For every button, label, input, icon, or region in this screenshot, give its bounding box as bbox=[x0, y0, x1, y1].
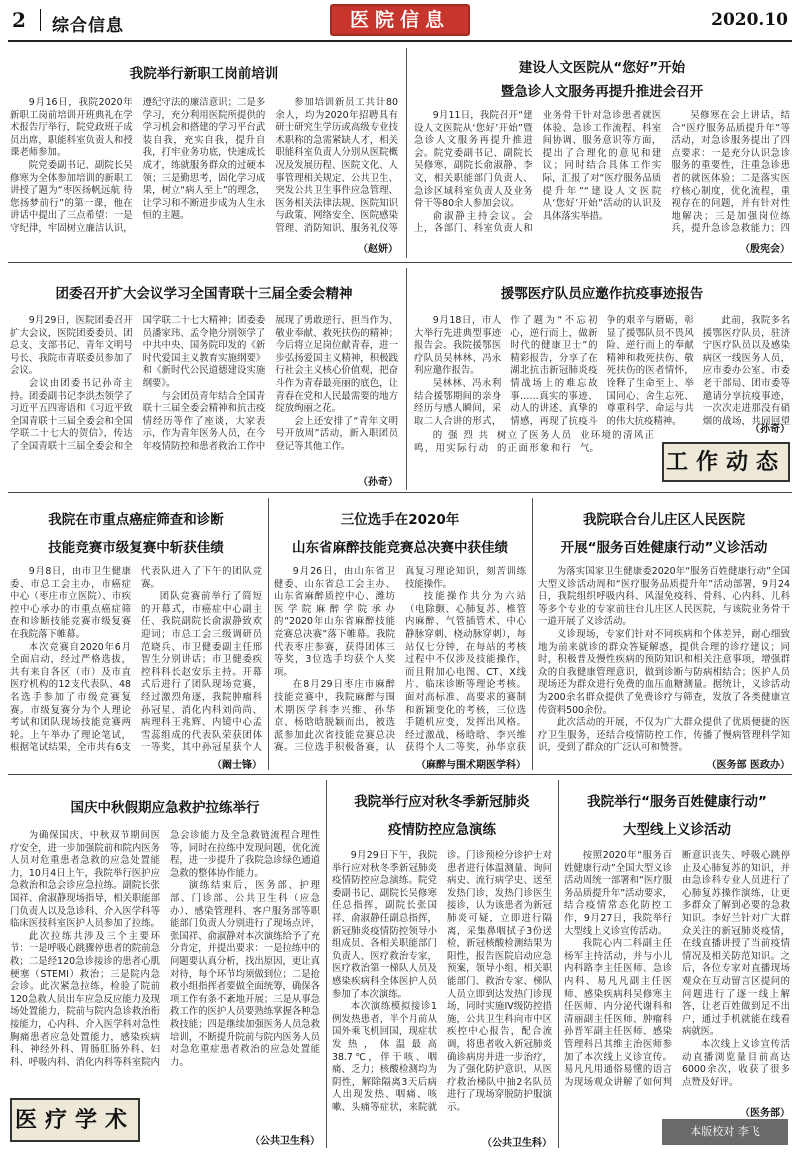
row-divider bbox=[8, 492, 792, 493]
article-subtitle: 大型线上义诊活动 bbox=[623, 822, 731, 838]
article-title: 援鄂医疗队员应邀作抗疫事迹报告 bbox=[500, 286, 704, 302]
row-divider bbox=[8, 262, 792, 263]
column-divider bbox=[326, 780, 327, 1148]
article-body: 9月8日，由市卫生健康委、市总工会主办，市癌症中心（枣庄市立医院）、市疾控中心承办的市重点癌症筛查和诊断技能竞赛市级复赛在我院落下帷幕。 本次竞赛自2020年6月全面启动，经过严格选拔，共有来自各区（市）及市直医疗机构的12支代表队、48名选手参加了市级竞赛复赛。市级复赛分为个人理论考试和团队现场技能竞赛两轮。上午举办了理论笔试，根据笔试结果，全市共有6支代表队进入了下午的团队竞赛。 团队竞赛前举行了简短的开幕式，市癌症中心副主任、我院副院长俞淑静致欢迎词；市总工会三级调研员范晓兵、市卫健委副主任邢智生分别讲话；市卫健委疾控科科长赵安乐主持。开幕式后进行了团队现场竞赛，经过激烈角逐，我院肿瘤科孙冠星、消化内科刘尚尚、病理科王兆辉、内镜中心孟雪蕊组成的代表队荣获团体一等奖，其中孙冠星获个人 bbox=[10, 566, 262, 754]
column-divider bbox=[532, 498, 533, 770]
article-subtitle: 开展“服务百姓健康行动”义诊活动 bbox=[560, 540, 768, 556]
article-subtitle: 山东省麻醉技能竞赛总决赛中获佳绩 bbox=[292, 540, 508, 556]
row-divider bbox=[8, 774, 792, 775]
article-body: 9月16日，我院2020年新职工岗前培训开班典礼在学术报告厅举行，院党政班子成员出席，职能科室负责人和授课老师参加。 院党委副书记、副院长吴修寒为全体参加培训的新职工讲授了题为“枣医扬帆远航 待您扬梦前行”的第一课，他在讲话中提出了三点希望：一是守纪律，牢固树立廉洁认识，遵纪守法的廉洁意识；二是多学习，充分利用医院所提供的学习机会和搭建的学习平台武装自我，充实自我，提升自我，打牢业务功底，快速成长成才，练就服务群众的过硬本领；三是勤思考，固化学习成果，树立“病人至上”的理念，让学习和不断进步成为人生永恒的主题。 参加培训新员工共计80余人，均为2020年招聘具有研士研究生学历或高级专业技术职称的急需紧缺人才，相关职能科室负责人分别从医院概况及发展历程、医院文化、人事管理相关规定、公共卫生、突发公共卫生事件应急管理、医务相关法律法规、医院知识与政策、网络安全、医院感染管理、消防知识、服务礼仪等 bbox=[10, 97, 398, 234]
article-title: 建设人文医院从“您好”开始 bbox=[518, 60, 686, 76]
article-title: 我院联合台儿庄区人民医院 bbox=[583, 512, 745, 528]
article-title: 我院在市重点癌症筛查和诊断 bbox=[48, 512, 224, 528]
article-body: 9月29日下午，我院举行应对秋冬季新冠肺炎疫情防控应急演练。院党委副书记、副院长吴修寒任总指挥，副院长张国祥、俞淑静任副总指挥，新冠肺炎疫情防控领导小组成员、各相关职能部门负责人、医疗救治专家，医疗救治第一梯队人员及感染疾病科全体医护人员参加了本次演练。 本次演练模拟接诊1例发热患者，半个月前从国外乘飞机回国，现症状发热，体温最高38.7℃，伴干咳、咽痛、乏力；核酸检测均为阴性，解除隔离3天后病人出现发热、咽痛、咳嗽、头痛等症状，来院就诊。门诊预检分诊护士对患者进行体温测量、询问病史、流行病学史、送至发热门诊，发热门诊医生接诊，认为该患者为新冠肺炎可疑，立即进行隔离，采集鼻咽拭子3份送检，新冠核酸检测结果为阳性，报告医院启动应急预案，领导小组、相关职能部门、救治专家、梯队人员立即到达发热门诊现场，同时实施IV级防控措施，公共卫生科向市中区疾控中心报告，配合流调，将患者收入新冠肺炎确诊病房并进一步治疗，为了强化防护意识，从医疗救治梯队中抽2名队员进行了现场穿脱防护服演示。 bbox=[332, 850, 552, 1113]
article-body: 为落实国家卫生健康委2020年“服务百姓健康行动”全国大型义诊活动周和“医疗服务品质提升年”活动部署，9月24日，我院组织呼吸内科、风湿免疫科、骨科、心内科、儿科等多个专业的专家前往台儿庄区人民医院，与该院业务骨干一道开展了义诊活动。 义诊现场，专家们针对不同疾病和个体差异，耐心细致地为前来就诊的群众答疑解惑，提供合理的诊疗建议；同时，积极普及慢性疾病的预防知识和相关注意事项，增强群众的自我健康管理意识，做到诊断与防病相结合；医护人员现场还为群众进行免费的血压血糖测量。据统计，义诊活动为200余名群众提供了免费诊疗与筛查，发放了各类健康宣传资料500余份。 此次活动的开展，不仅为广大群众提供了优质便捷的医疗卫生服务，还结合疫情防控工作，传播了慢病管理科学知识，受到了群众的广泛认可和赞誉。 bbox=[538, 566, 790, 754]
article-author: （孙奇） bbox=[358, 477, 398, 488]
article-title: 我院举行新职工岗前培训 bbox=[129, 66, 279, 82]
article-body: 9月18日，市人大举行先进典型事迹报告会。我院援鄂医疗队员吴林林、冯永利应邀作报告。 吴林林、冯永利结合援鄂期间的亲身经历与感人瞬间，采取二人合讲的形式，作了题为“不忘初心，逆行而上，做新时代的健康卫士”的精彩报告，分享了在湖北抗击新冠肺炎疫情战场上的难忘故事……真实的事迹、动人的讲述、真挚的情感，再现了抗疫斗争的艰辛与磨砺，彰显了援鄂队员不畏风险、逆行而上的奉献精神和救死扶伤、敬死扶伤的医者情怀，诠释了生命至上、举国同心、舍生忘死、尊重科学、命运与共的伟大抗疫精神。 此前，我院多名援鄂医疗队员，驻济宁医疗队员以及感染病区一线医务人员，应市委办公室、市委老干部局、团市委等邀请分享抗疫事迹，一次次走进那没有硝烟的战场，共同回望 bbox=[414, 315, 790, 427]
article-title: 我院举行应对秋冬季新冠肺炎 bbox=[354, 794, 530, 810]
issue-date: 2020.10 bbox=[711, 10, 788, 30]
work-dynamics-badge: 工作动态 bbox=[662, 442, 790, 482]
proofreader-credit: 本版校对 李飞 bbox=[662, 1119, 788, 1145]
header-separator bbox=[40, 9, 41, 31]
section-title: 综合信息 bbox=[52, 16, 124, 36]
article-author: （公共卫生科） bbox=[482, 1138, 552, 1149]
article-title: 三位选手在2020年 bbox=[340, 512, 460, 528]
page-number: 2 bbox=[12, 8, 26, 32]
article-author: （麻醉与围术期医学科） bbox=[416, 760, 526, 771]
article-author: （医务部 医政办） bbox=[706, 760, 790, 771]
article-title: 团委召开扩大会议学习全国青联十三届全委会精神 bbox=[55, 286, 353, 302]
masthead-logo: 医院信息 bbox=[330, 4, 470, 36]
article-body: 9月26日，由山东省卫健委、山东省总工会主办、山东省麻醉质控中心、潍坊医学院麻醉学院承办的“2020年山东省麻醉技能竞赛总决赛”落下帷幕。我院代表枣庄参赛，获得团体三等奖，3位选手均获个人奖项。 在8月29日枣庄市麻醉技能竞赛中，我院麻醉与围术期医学科李兴维、孙华京、杨晗晗脱颖而出，被选派参加此次省技能竞赛总决赛。三位选手积极备赛，认真复习理论知识，刻苦训练技能操作。 技能操作共分为六站（电除颤、心肺复苏、椎管内麻醉、气管插管术、中心静脉穿刺、桡动脉穿刺），每站仅七分钟，在每站的考核过程中不仅涉及技能操作，而且附加心电图、CT、X线片、临床诊断等理论考核。面对高标准、高要求的赛制和新颖变化的考核，三位选手随机应变，发挥出风格。经过激战，杨晗晗、李兴维获得个人二等奖，孙华京获 bbox=[274, 566, 526, 754]
article-author: （孙奇） bbox=[750, 424, 790, 435]
article-title: 我院举行“服务百姓健康行动” bbox=[587, 794, 767, 810]
article-body: 9月11日，我院召开“建设人文医院从‘您好’开始”暨急诊人文服务再提升推进会。院党委副书记、副院长吴修寒，副院长俞淑静、李文，相关职能部门负责人、急诊区域科室负责人及业务骨干等80余人参加会议。 俞淑静主持会议。会上，各部门、科室负责人和业务骨干针对急诊患者就医体验、急诊工作流程、科室间协调、服务意识等方面，提出了合理化的意见和建议；同时结合具体工作实际，汇报了对“医疗服务品质提升年”“建设人文医院 从‘您好’开始”活动的认识及具体落实举措。 吴修寒在会上讲话，结合“医疗服务品质提升年”等活动，对急诊服务提出了四点要求：一是充分认识急诊服务的重要性，注重急诊患者的就医体验；二是落实医疗核心制度，优化流程，重视存在的问题，并有针对性地解决；三是加强岗位练兵，提升急诊急救能力；四 bbox=[414, 110, 790, 235]
column-divider bbox=[558, 780, 559, 1148]
article-title: 国庆中秋假期应急救护拉练举行 bbox=[70, 800, 260, 816]
article-subtitle: 疫情防控应急演练 bbox=[388, 822, 496, 838]
article-author: （医务部） bbox=[740, 1108, 790, 1119]
column-divider bbox=[268, 498, 269, 770]
medical-academic-badge: 医疗学术 bbox=[10, 1098, 140, 1142]
article-author: （赵妍） bbox=[358, 244, 398, 255]
article-body: 按照2020年“服务百姓健康行动”全国大型义诊活动周统一部署和“医疗服务品质提升年”活动要求，结合疫情常态化防控工作，9月27日，我院举行大型线上义诊宣传活动。 我院心内二科副主任杨军主持活动，并与小儿内科路李主任医师、急诊内科、易凡凡副主任医师、感染疾病科吴修寒主任医师、内分泌代谢科和清丽副主任医师、肿瘤科孙晋军副主任医师、感染管理科吕其维主治医师参加了本次线上义诊宣传。易凡凡用通俗易懂的语言为现场观众讲解了如何判断意识丧失、呼吸心跳停止及心肺复苏的知识，并由急诊科专业人员进行了心肺复苏操作演练，让更多群众了解到必要的急救知识。李好兰针对广大群众关注的新冠肺炎疫情，在线直播讲授了当前疫情情况及相关防范知识。之后，各位专家对直播现场观众在互动留言区提问的问题进行了逐一线上解答，让老百姓做到足不出户，通过手机就能在线看病就医。 本次线上义诊宣传活动直播浏览量目前高达6000余次，收获了很多点赞及好评。 bbox=[564, 850, 790, 1088]
column-divider bbox=[406, 48, 407, 258]
column-divider bbox=[406, 268, 407, 490]
article-author: （阚士锋） bbox=[212, 760, 262, 771]
header-rule bbox=[8, 40, 792, 42]
article-subtitle: 技能竞赛市级复赛中斩获佳绩 bbox=[48, 540, 224, 556]
article-body: 为确保国庆、中秋双节期间医疗安全，进一步加强院前和院内医务人员对危重患者急救的应急处置能力，10月4日上午，我院举行医护应急救治和急会诊应急拉练。副院长张国祥、俞淑静现场指导，相关职能部门负责人以及急诊科、介入医学科等临床医技科室医护人员参加了拉练。 此次拉练共涉及三个主要环节：一是呼吸心跳骤停患者的院前急救；二是经120急诊接诊的患者心肌梗塞（STEMI）救治；三是院内急会诊。此次紧急拉练，检验了院前120急救人员出车应急反应能力及现场处置能力，院前与院内急诊救治衔接能力，心内科、介入医学科对急性胸痛患者应急处置能力，感染疾病科、神经外科、胃肠肛肠外科、妇科、呼吸内科、消化内科等科室院内急会诊能力及全急救链流程合理性等，同时在拉练中发现问题，优化流程，进一步提升了我院急诊绿色通道急救的整体协作能力。 演练结束后，医务部、护理部、门诊部、公共卫生科（应急办）、感染管理科、客户服务部等职能部门负责人分别进行了现场点评，张国祥、俞淑静对本次演练给予了充分肯定，并提出要求：一是拉练中的问题要认真分析，找出原因，更让真对待，每个环节均须做到位；二是抢救小组指挥者要做全面统筹，确保各项工作有条不紊地开展；三是从事急救工作的医护人员要熟练掌握各种急救技能；四是继续加强医务人员急救培训，不断提升院前与院内医务人员对急危重症患者救治的应急处置能力。 bbox=[10, 830, 320, 1068]
article-author: （公共卫生科） bbox=[250, 1136, 320, 1147]
article-body: 9月29日，医院团委召开扩大会议，医院团委委员、团总支、支部书记、青年文明号号长、我院市青联委员参加了会议。 会议由团委书记孙奇主持。团委副书记李洪杰领学了习近平五四寄语和《习近平致全国青联十三届全委会和全国学联二十七大的贺信》，传达了全国青联十三届全委会和全国学联二十七大精神；团委委员潘家玮、孟令艳分别领学了中共中央、国务院印发的《新时代爱国主义教育实施纲要》和《新时代公民道德建设实施纲要》。 与会团员青年结合全国青联十三届全委会精神和抗击疫情经历等作了座谈，大家表示，作为青年医务人员，在今年疫情防控和患者救治工作中展现了勇敢逆行、担当作为、敬业奉献、救死扶伤的精神；今后将立足岗位献青春，进一步弘扬爱国主义精神，积极践行社会主义核心价值观，把奋斗作为青春最亮丽的底色，让青春在党和人民最需要的地方绽放绚丽之花。 会上还安排了“青年文明号开放周”活动，新入职团员登记等其他工作。 bbox=[10, 315, 398, 452]
article-author: （殷宪会） bbox=[740, 244, 790, 255]
article-subtitle: 暨急诊人文服务再提升推进会召开 bbox=[500, 84, 704, 100]
article-body-tail: 的强烈共鸣，用实际行动树立了医务人员的正面形象和行业环境的清风正气。 bbox=[414, 430, 654, 454]
